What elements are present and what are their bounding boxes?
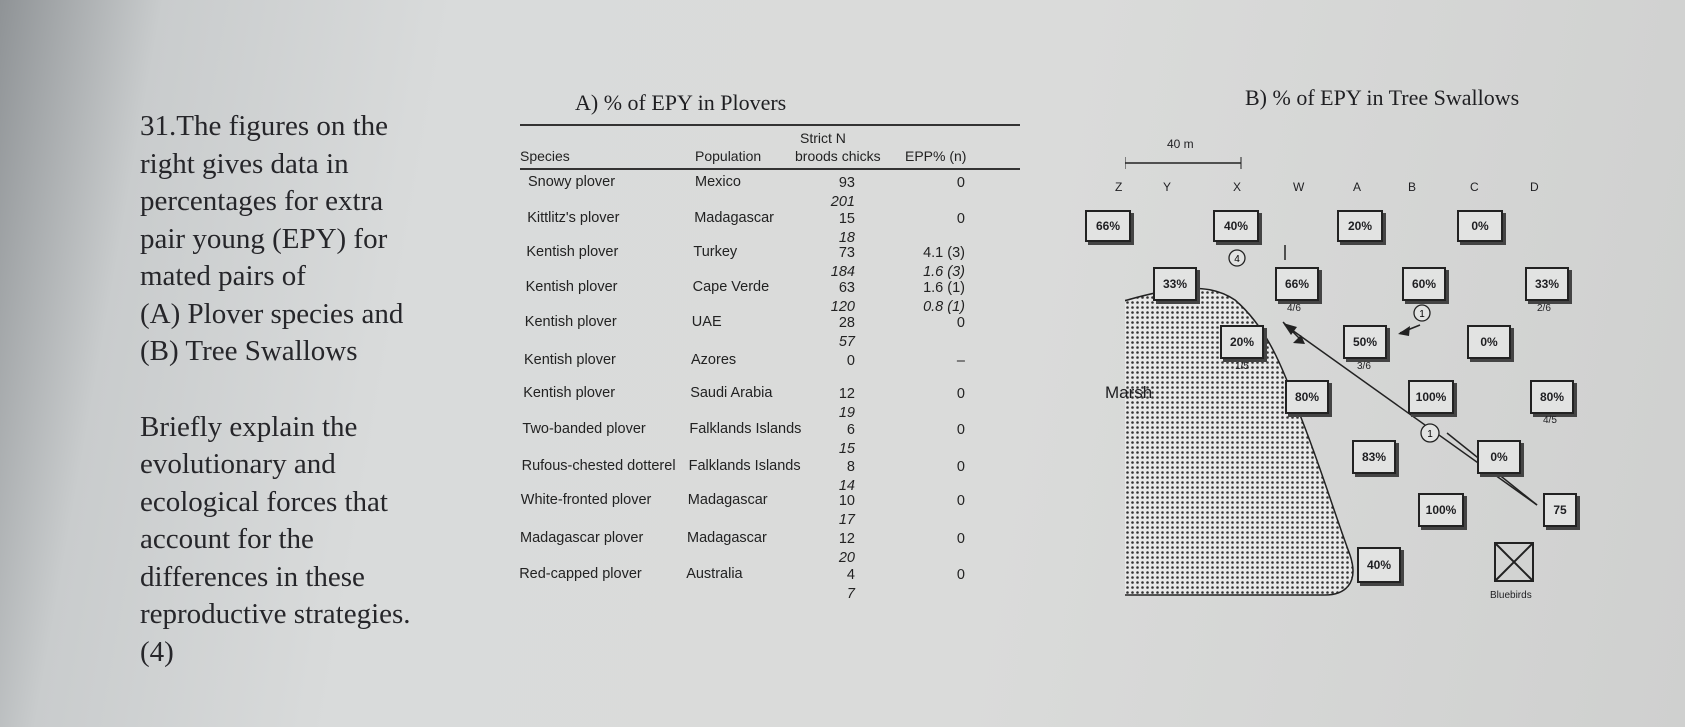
broods-value: 73 [838,245,855,261]
nest-box: 20% [1220,325,1264,359]
header-population: Population [695,148,762,164]
nest-box: 33% [1525,267,1569,301]
table-rule [520,168,1020,170]
table-title: A) % of EPY in Plovers [575,90,787,115]
population-cell: Turkey [693,244,738,260]
population-cell: Australia [686,566,743,582]
epp-value: 0 [956,567,965,583]
broods-value: 8 [846,459,855,475]
question-line: (B) Tree Swallows [140,335,358,367]
broods-cell [815,314,855,352]
epp-value-2: 1.6 (3) [923,264,965,280]
chicks-value: 17 [838,512,855,528]
broods-value: 6 [846,422,855,438]
table-rule [520,124,1020,126]
broods-cell [815,385,855,423]
broods-value: 0 [846,353,855,369]
prompt-line: account for the [140,523,314,555]
species-cell: Kentish plover [524,314,617,330]
chicks-value: 120 [830,299,855,315]
chicks-value: 57 [838,334,855,350]
species-cell: Kentish plover [524,352,616,368]
prompt-line: evolutionary and [140,448,336,480]
population-cell: Madagascar [687,492,768,508]
broods-cell [815,279,855,317]
circle-label: 1 [1419,309,1425,320]
nest-box: 20% [1337,210,1383,242]
header-species: Species [520,148,570,164]
fraction-label: 4/5 [1543,415,1557,426]
species-cell: Kentish plover [525,279,618,295]
nest-box: 80% [1530,380,1574,414]
fraction-label: 2/6 [1537,303,1551,314]
population-cell: Falklands Islands [689,421,802,437]
epp-cell [895,210,965,229]
epp-cell [895,566,965,585]
broods-cell [815,421,855,459]
broods-value: 15 [838,211,855,227]
species-cell: Kittlitz's plover [527,210,620,226]
population-cell: Cape Verde [692,279,770,295]
question-line: right gives data in [140,147,349,180]
column-label: X [1233,180,1242,194]
bluebirds-label: Bluebirds [1490,590,1532,601]
species-cell: Red-capped plover [519,566,642,582]
nest-box: 100% [1408,380,1454,414]
species-cell: Rufous-chested dotterel [521,458,676,474]
epp-value: 0 [956,531,965,547]
nest-box: 40% [1213,210,1259,242]
epp-cell [895,314,965,333]
epp-value: 4.1 (3) [923,245,965,261]
epp-value: 0 [956,175,965,191]
broods-value: 4 [846,567,855,583]
broods-cell [815,210,855,248]
fraction-label: 3/6 [1357,361,1371,372]
prompt-line: reproductive strategies. [140,598,411,630]
broods-value: 12 [838,531,855,547]
nest-box: 83% [1352,440,1396,474]
species-cell: White-fronted plover [520,492,652,508]
circle-label: 1 [1427,429,1433,440]
broods-cell [815,458,855,496]
population-cell: Falklands Islands [688,458,801,474]
epp-cell [895,530,965,549]
circle-label: 4 [1234,254,1240,265]
column-label: W [1293,180,1305,194]
chicks-value: 19 [838,405,855,421]
nest-box: 0% [1467,325,1511,359]
nest-box: 33% [1153,267,1197,301]
chicks-value: 7 [846,586,855,602]
epp-value: 0 [956,493,965,509]
species-cell: Snowy plover [528,174,616,190]
column-label: Z [1115,180,1123,194]
chicks-value: 20 [838,550,855,566]
species-cell: Two-banded plover [522,421,646,437]
population-cell: Mexico [695,174,741,190]
nest-box: 100% [1418,493,1464,527]
epp-value: 1.6 (1) [923,280,965,296]
species-cell: Madagascar plover [520,530,644,546]
chicks-value: 14 [838,478,855,494]
question-line: 31.The figures on the [140,110,389,142]
column-label: Y [1163,180,1172,194]
nest-box: 40% [1357,547,1401,583]
nest-box: 0% [1477,440,1521,474]
population-cell: Madagascar [687,530,767,546]
chicks-value: 15 [838,441,855,457]
nest-box: 0% [1457,210,1503,242]
column-label: D [1530,180,1539,194]
scale-label: 40 m [1167,137,1194,151]
nest-box: 60% [1402,267,1446,301]
question-line: mated pairs of [140,260,306,292]
broods-cell [815,244,855,282]
header-strict-n: Strict N [800,130,846,146]
broods-cell [815,352,855,371]
fraction-label: 1/5 [1235,361,1249,372]
prompt-line: differences in these [140,560,365,593]
column-label: B [1408,180,1417,194]
nest-box: 66% [1085,210,1131,242]
broods-value: 28 [838,315,855,331]
broods-cell [815,566,855,604]
question-line: percentages for extra [140,185,384,217]
epp-value: – [956,353,965,369]
broods-value: 63 [838,280,855,296]
nest-box: 75 [1543,493,1577,527]
epp-value: 0 [956,459,965,475]
nest-box: 80% [1285,380,1329,414]
column-label: C [1470,180,1479,194]
epp-value: 0 [956,422,965,438]
column-label: A [1353,180,1362,194]
prompt-line: (4) [140,635,174,668]
tree-swallow-figure [1095,85,1685,725]
epp-value: 0 [956,315,965,331]
species-cell: Kentish plover [526,244,619,260]
epp-cell [895,244,965,282]
epp-cell [895,458,965,477]
population-cell: Madagascar [694,210,774,226]
epp-cell [895,352,965,371]
fraction-label: 4/6 [1287,303,1301,314]
question-line: (A) Plover species and [140,297,404,330]
chicks-value: 18 [838,230,855,246]
nest-box: 66% [1275,267,1319,301]
epp-value: 0 [956,386,965,402]
epp-cell [895,174,965,193]
epp-cell [895,385,965,404]
broods-value: 93 [838,175,855,191]
broods-cell [815,530,855,568]
question-text [140,108,480,671]
population-cell: UAE [691,314,722,330]
prompt-line: ecological forces that [140,485,388,518]
chicks-value: 201 [830,194,855,210]
question-line: pair young (EPY) for [140,222,388,255]
broods-cell [815,174,855,212]
header-broods: broods chicks [795,148,881,164]
epp-cell [895,421,965,440]
epp-value: 0 [956,211,965,227]
broods-cell [815,492,855,530]
broods-value: 12 [838,386,855,402]
species-cell: Kentish plover [523,385,616,401]
swallow-map [1125,85,1685,725]
epp-cell [895,279,965,317]
broods-value: 10 [838,493,855,509]
nest-box: 50% [1343,325,1387,359]
header-epp: EPP% (n) [905,148,967,164]
arrow-head [1398,326,1410,336]
chicks-value: 184 [830,264,855,280]
arrow-head [1293,335,1305,344]
marsh-label: Marsh [1105,383,1153,402]
epp-cell [895,492,965,511]
population-cell: Saudi Arabia [690,385,773,401]
population-cell: Azores [691,352,737,368]
figure-title: B) % of EPY in Tree Swallows [1245,85,1520,110]
epp-value-2: 0.8 (1) [923,299,965,315]
prompt-line: Briefly explain the [140,410,358,443]
